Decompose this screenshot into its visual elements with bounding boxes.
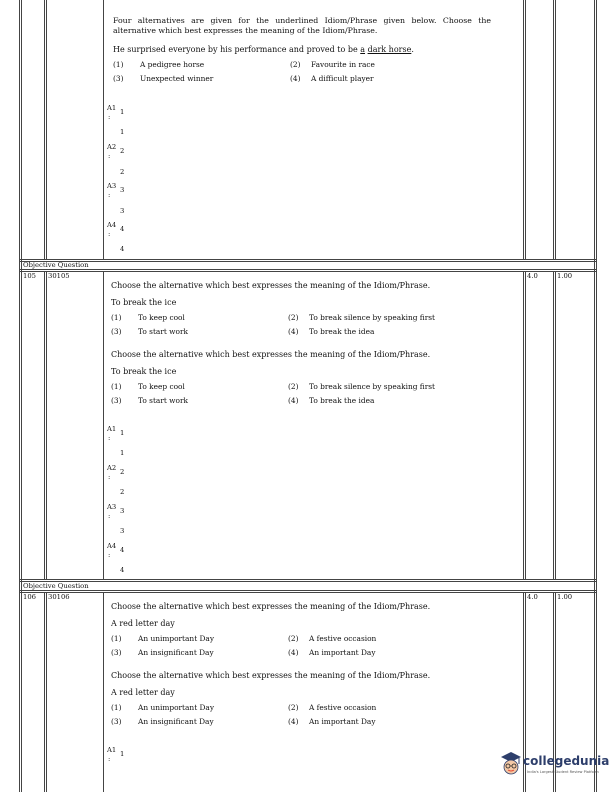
q106-marks: 4.0 bbox=[527, 593, 538, 601]
q105-a1-val: 1 bbox=[120, 429, 125, 437]
q104-option-4-num: (4) bbox=[290, 74, 301, 83]
q106-option-1: An unimportant Day bbox=[138, 634, 215, 643]
section-label-105: Objective Question bbox=[23, 261, 89, 269]
q104-a3-val2: 3 bbox=[120, 207, 125, 215]
q105-option-1-num: (1) bbox=[111, 313, 122, 322]
q105-phrase-repeat: To break the ice bbox=[111, 367, 177, 376]
q106-option-1-repeat: An unimportant Day bbox=[138, 703, 215, 712]
q104-a2-val2: 2 bbox=[120, 168, 125, 176]
q106-phrase: A red letter day bbox=[111, 619, 175, 628]
q105-option-3-num: (3) bbox=[111, 327, 122, 336]
q105-marks: 4.0 bbox=[527, 272, 538, 280]
q104-a4-colon: : bbox=[108, 230, 111, 238]
q106-phrase-repeat: A red letter day bbox=[111, 688, 175, 697]
q105-option-4-num: (4) bbox=[288, 327, 299, 336]
collegedunia-logo[interactable] bbox=[499, 748, 609, 784]
graduate-mascot-icon bbox=[499, 750, 523, 778]
q104-a1-colon: : bbox=[108, 113, 111, 121]
q104-option-1: A pedigree horse bbox=[140, 60, 205, 69]
q104-a2-label: A2 bbox=[107, 143, 117, 151]
q105-option-3-num-repeat: (3) bbox=[111, 396, 122, 405]
q104-a4-label: A4 bbox=[107, 221, 117, 229]
q104-a1-val: 1 bbox=[120, 108, 125, 116]
q106-option-3-num: (3) bbox=[111, 648, 122, 657]
q104-a2-val: 2 bbox=[120, 147, 125, 155]
q106-option-4-repeat: An important Day bbox=[309, 717, 376, 726]
q105-a2-val: 2 bbox=[120, 468, 125, 476]
q106-a1-label: A1 bbox=[107, 746, 117, 754]
logo-tagline: India's Largest Student Review Platform bbox=[527, 770, 599, 774]
q104-sentence: He surprised everyone by his performance and proved to be a dark horse. bbox=[113, 45, 414, 54]
q105-option-4-num-repeat: (4) bbox=[288, 396, 299, 405]
q106-instruction-repeat: Choose the alternative which best expresses the meaning of the Idiom/Phrase. bbox=[111, 671, 431, 680]
q105-a3-val2: 3 bbox=[120, 527, 125, 535]
q106-option-4: An important Day bbox=[309, 648, 376, 657]
q105-option-4-repeat: To break the idea bbox=[309, 396, 375, 405]
q105-option-2-num-repeat: (2) bbox=[288, 382, 299, 391]
q106-option-2-repeat: A festive occasion bbox=[309, 703, 377, 712]
q105-a2-val2: 2 bbox=[120, 488, 125, 496]
q105-a1-label: A1 bbox=[107, 425, 117, 433]
q106-option-1-num-repeat: (1) bbox=[111, 703, 122, 712]
q105-a1-colon: : bbox=[108, 434, 111, 442]
q105-a4-val2: 4 bbox=[120, 566, 125, 574]
q105-a1-val2: 1 bbox=[120, 449, 125, 457]
q104-a2-colon: : bbox=[108, 152, 111, 160]
q105-option-4: To break the idea bbox=[309, 327, 375, 336]
q104-a3-label: A3 bbox=[107, 182, 117, 190]
q105-a4-val: 4 bbox=[120, 546, 125, 554]
q105-negative: 1.00 bbox=[557, 272, 573, 280]
q106-option-3-num-repeat: (3) bbox=[111, 717, 122, 726]
q105-option-1-repeat: To keep cool bbox=[138, 382, 185, 391]
q106-option-4-num: (4) bbox=[288, 648, 299, 657]
q105-a3-colon: : bbox=[108, 512, 111, 520]
q105-instruction-repeat: Choose the alternative which best expresses the meaning of the Idiom/Phrase. bbox=[111, 350, 431, 359]
q105-a4-label: A4 bbox=[107, 542, 117, 550]
q106-negative: 1.00 bbox=[557, 593, 573, 601]
q104-option-1-num: (1) bbox=[113, 60, 124, 69]
q105-phrase: To break the ice bbox=[111, 298, 177, 307]
section-label-106: Objective Question bbox=[23, 582, 89, 590]
q105-option-2-repeat: To break silence by speaking first bbox=[309, 382, 436, 391]
q106-option-2-num-repeat: (2) bbox=[288, 703, 299, 712]
q104-a1-val2: 1 bbox=[120, 128, 125, 136]
q105-instruction: Choose the alternative which best expresses the meaning of the Idiom/Phrase. bbox=[111, 281, 431, 290]
q104-a1-label: A1 bbox=[107, 104, 117, 112]
q105-number: 105 bbox=[23, 272, 36, 280]
q105-option-1: To keep cool bbox=[138, 313, 185, 322]
q105-option-1-num-repeat: (1) bbox=[111, 382, 122, 391]
q106-id: 30106 bbox=[48, 593, 70, 601]
q105-a3-label: A3 bbox=[107, 503, 117, 511]
q105-a4-colon: : bbox=[108, 551, 111, 559]
logo-wordmark: collegedunia bbox=[523, 754, 610, 768]
q105-option-2-num: (2) bbox=[288, 313, 299, 322]
q104-a4-val2: 4 bbox=[120, 245, 125, 253]
q104-a3-colon: : bbox=[108, 191, 111, 199]
q106-a1-colon: : bbox=[108, 755, 111, 763]
q106-option-1-num: (1) bbox=[111, 634, 122, 643]
q106-option-3: An insignificant Day bbox=[138, 648, 214, 657]
q104-option-2: Favourite in race bbox=[311, 60, 375, 69]
q104-a3-val: 3 bbox=[120, 186, 125, 194]
q106-option-2: A festive occasion bbox=[309, 634, 377, 643]
q106-instruction: Choose the alternative which best expresses the meaning of the Idiom/Phrase. bbox=[111, 602, 431, 611]
q104-option-2-num: (2) bbox=[290, 60, 301, 69]
q104-option-3-num: (3) bbox=[113, 74, 124, 83]
q105-a2-label: A2 bbox=[107, 464, 117, 472]
q104-a4-val: 4 bbox=[120, 225, 125, 233]
q106-number: 106 bbox=[23, 593, 36, 601]
q105-option-2: To break silence by speaking first bbox=[309, 313, 436, 322]
q105-option-3-repeat: To start work bbox=[138, 396, 188, 405]
q104-instruction: Four alternatives are given for the underlined Idiom/Phrase given below. Choose the alternative which best expresses the meaning of the Idiom/Phrase. bbox=[113, 16, 491, 35]
q105-id: 30105 bbox=[48, 272, 70, 280]
q104-option-4: A difficult player bbox=[311, 74, 374, 83]
q106-a1-val: 1 bbox=[120, 750, 125, 758]
q106-option-4-num-repeat: (4) bbox=[288, 717, 299, 726]
q105-option-3: To start work bbox=[138, 327, 188, 336]
q105-a2-colon: : bbox=[108, 473, 111, 481]
q106-option-2-num: (2) bbox=[288, 634, 299, 643]
q105-a3-val: 3 bbox=[120, 507, 125, 515]
q106-option-3-repeat: An insignificant Day bbox=[138, 717, 214, 726]
q104-option-3: Unexpected winner bbox=[140, 74, 214, 83]
